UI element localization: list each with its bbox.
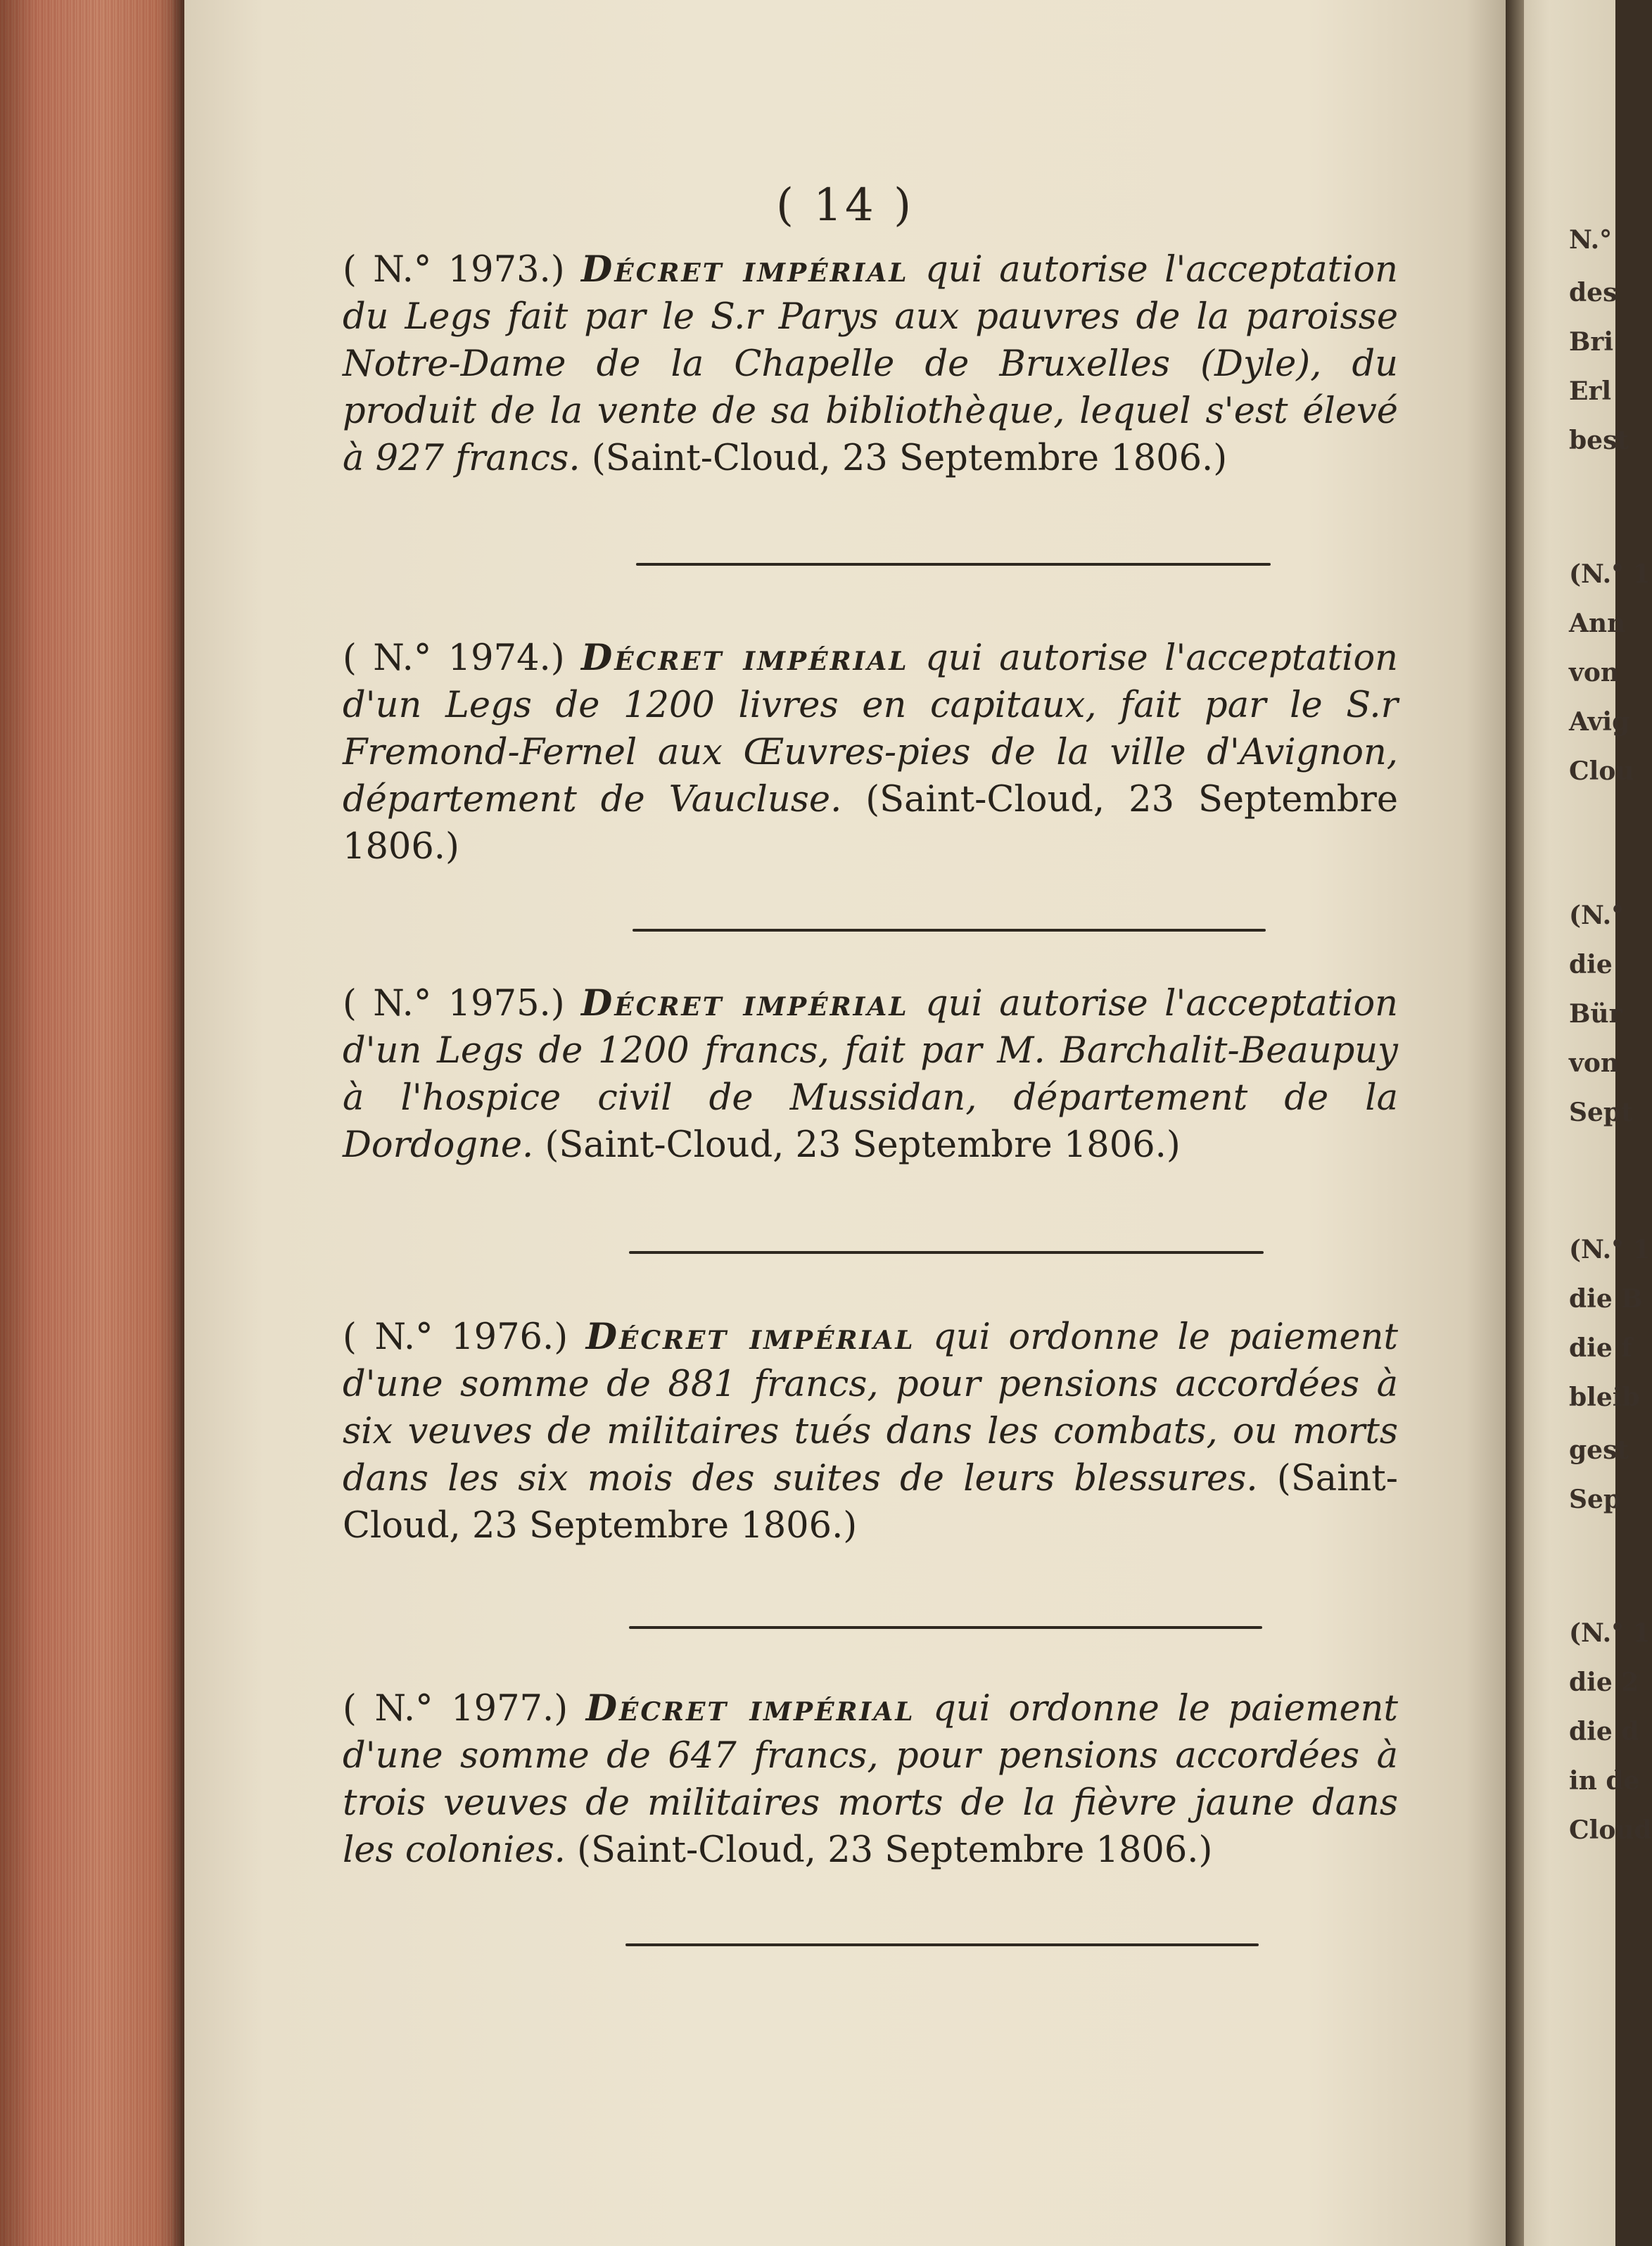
entry-title: Décret impérial xyxy=(581,248,909,291)
document-page xyxy=(184,0,1506,2246)
facing-text-line: bleib xyxy=(1569,1383,1640,1412)
entry-number: ( N.° 1975.) xyxy=(343,983,565,1024)
entry-body: qui ordonne le paiement d'une somme de 647 francs, pour pensions accordées à trois veuves de militaires morts de la fièvre jaune dans les colonies. xyxy=(343,1688,1398,1871)
book-page-edge xyxy=(0,0,184,2246)
separator-rule xyxy=(633,929,1266,932)
facing-text-line: Clou xyxy=(1569,756,1634,786)
facing-text-line: (N.° 1 xyxy=(1569,559,1651,589)
facing-text-line: des xyxy=(1569,278,1618,307)
entry-title: Décret impérial xyxy=(581,982,909,1024)
entry-place-date: (Saint-Cloud, 23 Septembre 1806.) xyxy=(591,438,1228,479)
facing-text-line: von xyxy=(1569,658,1620,687)
facing-text-line: gest xyxy=(1569,1435,1629,1465)
facing-text-line: (N.° 1 xyxy=(1569,1618,1651,1648)
separator-rule xyxy=(629,1251,1264,1254)
entry-body: qui ordonne le paiement d'une somme de 881 francs, pour pensions accordées à six veuves de militaires tués dans les combats, ou morts dans les six mois des suites de leurs blessures. xyxy=(343,1316,1398,1499)
facing-text-line: die xyxy=(1569,950,1613,979)
decree-entry-1976 xyxy=(343,1314,1398,1549)
facing-text-line: Bri xyxy=(1569,327,1614,357)
entry-number: ( N.° 1976.) xyxy=(343,1316,568,1358)
facing-text-line: Sept xyxy=(1569,1098,1633,1127)
facing-text-line: Avig xyxy=(1569,707,1630,737)
facing-text-line: die f xyxy=(1569,1333,1632,1363)
facing-text-line: N.° xyxy=(1569,225,1613,255)
spine-shadow xyxy=(170,0,184,2246)
facing-text-line: best xyxy=(1569,426,1629,455)
decree-entry-1975 xyxy=(343,980,1398,1169)
facing-text-line: Sep xyxy=(1569,1485,1622,1514)
facing-text-line: Ann xyxy=(1569,609,1626,638)
entry-number: ( N.° 1974.) xyxy=(343,637,565,679)
entry-place-date: (Saint-Cloud, 23 Septembre 1806.) xyxy=(343,1458,1398,1547)
decree-entry-1973 xyxy=(343,246,1398,482)
entry-title: Décret impérial xyxy=(581,637,909,679)
facing-text-line: (N.° xyxy=(1569,901,1625,930)
facing-text-line: (N.° 1 xyxy=(1569,1235,1651,1264)
entry-body: qui autorise l'acceptation d'un Legs de 1200 livres en capitaux, fait par le S.r Fremond-Fernel aux Œuvres-pies de la ville d'Avignon, département de Vaucluse. xyxy=(343,637,1399,820)
gutter-shadow xyxy=(1506,0,1524,2246)
facing-text-line: Bür xyxy=(1569,999,1622,1029)
entry-place-date: (Saint-Cloud, 23 Septembre 1806.) xyxy=(343,779,1399,868)
facing-page-fragment xyxy=(1506,0,1652,2246)
facing-text-line: von xyxy=(1569,1048,1620,1078)
facing-text-line: in de xyxy=(1569,1766,1640,1796)
entry-place-date: (Saint-Cloud, 23 Septembre 1806.) xyxy=(545,1124,1181,1166)
entry-place-date: (Saint-Cloud, 23 Septembre 1806.) xyxy=(577,1829,1213,1871)
facing-text-line: die 2 xyxy=(1569,1668,1639,1697)
entry-body: qui autorise l'acceptation du Legs fait par le S.r Parys aux pauvres de la paroisse Notre-Dame de la Chapelle de Bruxelles (Dyle), du produit de la vente de sa bibliothèque, lequel s'est élevé à 927 francs. xyxy=(343,249,1399,479)
decree-entry-1974 xyxy=(343,635,1398,870)
separator-rule xyxy=(629,1626,1262,1629)
page-number: ( 14 ) xyxy=(775,179,915,231)
facing-text-line: die B xyxy=(1569,1284,1643,1314)
entry-number: ( N.° 1977.) xyxy=(343,1688,568,1730)
facing-text-line: die d xyxy=(1569,1717,1639,1746)
entry-title: Décret impérial xyxy=(585,1316,915,1358)
decree-entry-1977 xyxy=(343,1685,1398,1874)
separator-rule xyxy=(636,563,1271,566)
separator-rule xyxy=(625,1943,1259,1946)
facing-text-line: Erl xyxy=(1569,376,1612,406)
facing-text-line: Cloud xyxy=(1569,1815,1652,1845)
entry-number: ( N.° 1973.) xyxy=(343,249,565,291)
entry-title: Décret impérial xyxy=(585,1687,915,1730)
entry-body: qui autorise l'acceptation d'un Legs de 1200 francs, fait par M. Barchalit-Beaupuy à l'hospice civil de Mussidan, département de la Dordogne. xyxy=(343,983,1399,1166)
